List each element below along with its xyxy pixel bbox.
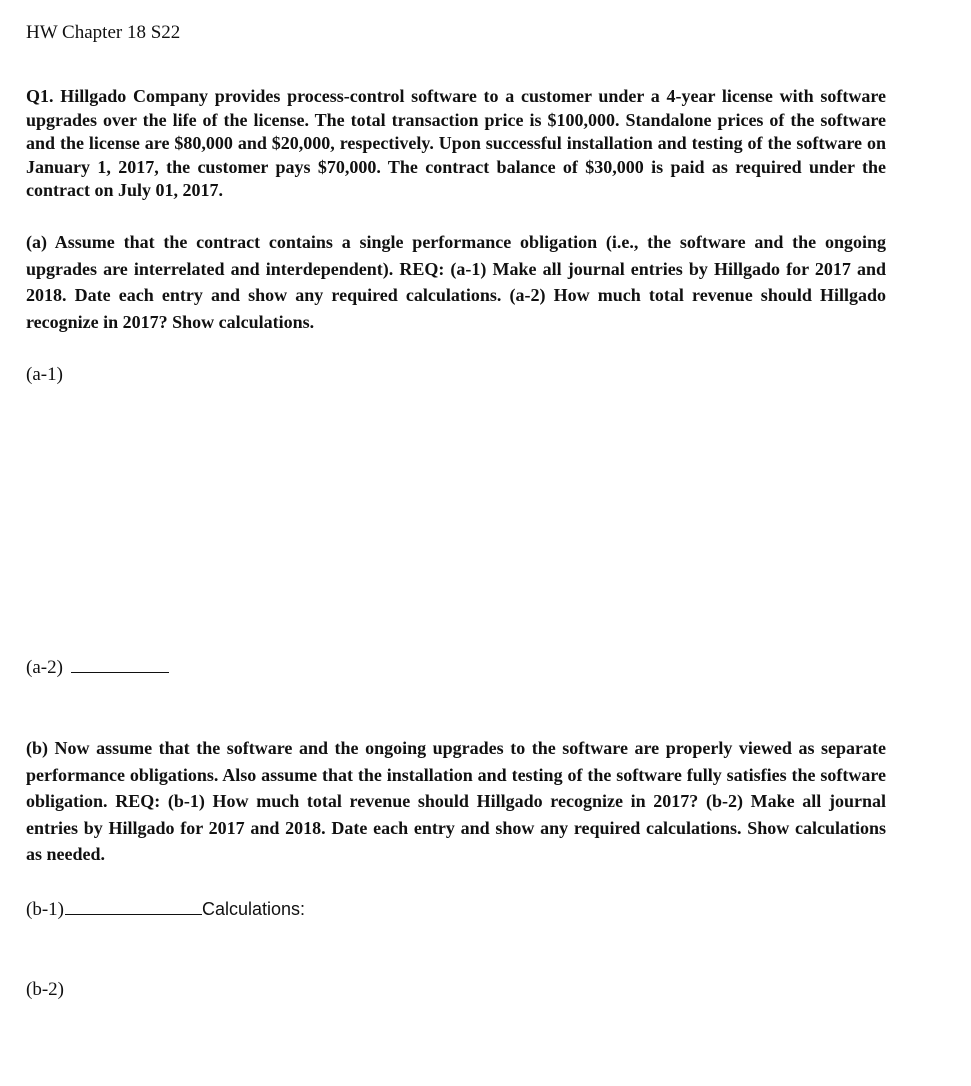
- answer-b2-label: (b-2): [26, 979, 64, 1000]
- answer-a2-blank-line[interactable]: [71, 671, 169, 673]
- answer-b2-area: [26, 978, 64, 1002]
- part-a-prompt: (a) Assume that the contract contains a single performance obligation (i.e., the software and the ongoing upgrades are interrelated and interdependent). REQ: (a-1) Make all journal entries by Hillgado for 2017 and 2018. Date each entry and show any required calculations. (a-2) How much total revenue should Hillgado recognize in 2017? Show calculations.: [26, 232, 886, 332]
- answer-a1-label: (a-1): [26, 364, 63, 385]
- answer-a2-label: (a-2): [26, 657, 63, 678]
- answer-a2-area: [26, 656, 169, 680]
- question-1-text: Q1. Hillgado Company provides process-control software to a customer under a 4-year license with software upgrades over the life of the license. The total transaction price is $100,000. Standalone prices of the software and the license are $80,000 and $20,000, respectively. Upon successful installation and testing of the software on January 1, 2017, the customer pays $70,000. The contract balance of $30,000 is paid as required under the contract on July 01, 2017.: [26, 86, 886, 200]
- answer-b1-label: (b-1): [26, 899, 64, 920]
- part-b-prompt: (b) Now assume that the software and the ongoing upgrades to the software are properly viewed as separate performance obligations. Also assume that the installation and testing of the software fully satisfies the software obligation. REQ: (b-1) How much total revenue should Hillgado recognize in 2017? (b-2) Make all journal entries by Hillgado for 2017 and 2018. Date each entry and show any required calculations. Show calculations as needed.: [26, 738, 886, 864]
- document-title: HW Chapter 18 S22: [26, 22, 181, 43]
- answer-a1-area: [26, 363, 63, 387]
- calculations-label: Calculations:: [201, 899, 306, 919]
- answer-b1-area: [26, 897, 305, 922]
- answer-b1-blank-line[interactable]: [65, 913, 202, 915]
